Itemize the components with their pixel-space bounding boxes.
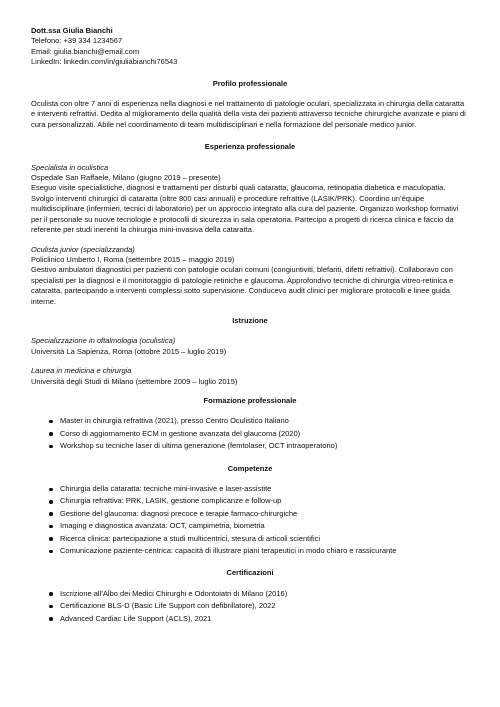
job-role: Oculista junior (specializzanda): [31, 244, 135, 254]
school-line: Università degli Studi di Milano (settembre 2009 – luglio 2015): [31, 376, 238, 386]
list-item: Chirurgia della cataratta: tecniche mini-invasive e laser-assistite: [49, 484, 469, 494]
school-line: Università La Sapienza, Roma (ottobre 2015 – luglio 2019): [31, 346, 227, 356]
education-entry: [31, 366, 469, 387]
training-list: [31, 416, 469, 451]
job-place: Ospedale San Raffaele, Milano (giugno 2019 – presente): [31, 173, 221, 183]
list-item: Iscrizione all’Albo dei Medici Chirurghi e Odontoiatri di Milano (2016): [49, 589, 469, 599]
skills-list: [31, 484, 469, 556]
list-item: Master in chirurgia refrattiva (2021), presso Centro Oculistico Italiano: [49, 416, 469, 426]
list-item: Workshop su tecniche laser di ultima generazione (femtolaser, OCT intraoperatorio): [49, 441, 469, 451]
linkedin-line: LinkedIn: linkedin.com/in/giuliabianchi76543: [31, 57, 178, 67]
training-title: Formazione professionale: [203, 395, 297, 405]
skills-section: [31, 464, 469, 557]
list-item: Gestione del glaucoma: diagnosi precoce e terapie farmaco-chirurgiche: [49, 509, 469, 519]
training-section: [31, 396, 469, 452]
list-item: Comunicazione paziente-centrica: capacità di illustrare piani terapeutici in modo chiaro e rassicurante: [49, 546, 469, 556]
list-item: Corso di aggiornamento ECM in gestione avanzata del glaucoma (2020): [49, 429, 469, 439]
certifications-section: [31, 568, 469, 624]
education-section: [31, 316, 469, 387]
list-item: Advanced Cardiac Life Support (ACLS), 2021: [49, 614, 469, 624]
phone-line: Telefono: +39 334 1234567: [31, 36, 123, 46]
job-role: Specialista in oculistica: [31, 162, 109, 172]
education-entry: [31, 336, 469, 357]
degree-title: Laurea in medicina e chirurgia: [31, 366, 132, 376]
skills-title: Competenze: [227, 463, 273, 473]
job-description: Eseguo visite specialistiche, diagnosi e trattamenti per disturbi quali cataratta, glaucoma, retinopatia diabetica e maculopatia. Svolgo interventi chirurgici di cataratta (oltre 800 casi annuali) e procedure refrattive (LASIK/PRK). Coordino un’équipe multidisciplinare (infermieri, tecnici di laboratorio) per un approccio integrato alla cura del paziente. Organizzo workshop formativi per il personale su nuove tecnologie e protocolli di sicurezza in sala operatoria. Partecipo a progetti di ricerca clinica e faccio da referente per studi inerenti la chirurgia mini-invasiva della cataratta.: [31, 183, 459, 235]
job-description: Gestivo ambulatori diagnostici per pazienti con patologie oculari comuni (congiuntiviti, blefariti, difetti refrattivi). Collaboravo con specialisti per la diagnosi e il monitoraggio di patologie retiniche e glaucoma. Approfondivo tecniche di chirurgia vitreo-retinica e cataratta, partecipando a interventi complessi sotto supervisione. Conducevo audit clinici per migliorare protocolli e linee guida interne.: [31, 265, 454, 306]
experience-section: [31, 142, 469, 307]
profile-section: [31, 79, 469, 131]
certifications-list: [31, 589, 469, 624]
job-place: Policlinico Umberto I, Roma (settembre 2015 – maggio 2019): [31, 254, 235, 264]
list-item: Chirurgia refrattiva: PRK, LASIK, gestione complicanze e follow-up: [49, 496, 469, 506]
profile-title: Profilo professionale: [212, 78, 288, 88]
list-item: Imaging e diagnostica avanzata: OCT, campimetria, biometria: [49, 521, 469, 531]
degree-title: Specializzazione in oftalmologia (oculistica): [31, 336, 176, 346]
profile-text: Oculista con oltre 7 anni di esperienza nella diagnosi e nel trattamento di patologie oculari, specializzata in chirurgia della cataratta e interventi refrattivi. Dedita al miglioramento della qualità della vista dei pazienti attraverso tecniche chirurgiche avanzate e piani di cura personalizzati. Abile nel coordinamento di team multidisciplinari e nella formazione del personale medico junior.: [31, 99, 466, 129]
list-item: Certificazione BLS-D (Basic Life Support con defibrillatore), 2022: [49, 601, 469, 611]
job-entry: [31, 245, 469, 307]
job-entry: [31, 163, 469, 236]
list-item: Ricerca clinica: partecipazione a studi multicentrici, stesura di articoli scientifici: [49, 534, 469, 544]
certifications-title: Certificazioni: [226, 568, 274, 578]
email-line: Email: giulia.bianchi@email.com: [31, 46, 140, 56]
experience-title: Esperienza professionale: [204, 142, 296, 152]
header: [31, 26, 469, 68]
education-title: Istruzione: [232, 315, 268, 325]
candidate-name: Dott.ssa Giulia Bianchi: [31, 26, 113, 35]
